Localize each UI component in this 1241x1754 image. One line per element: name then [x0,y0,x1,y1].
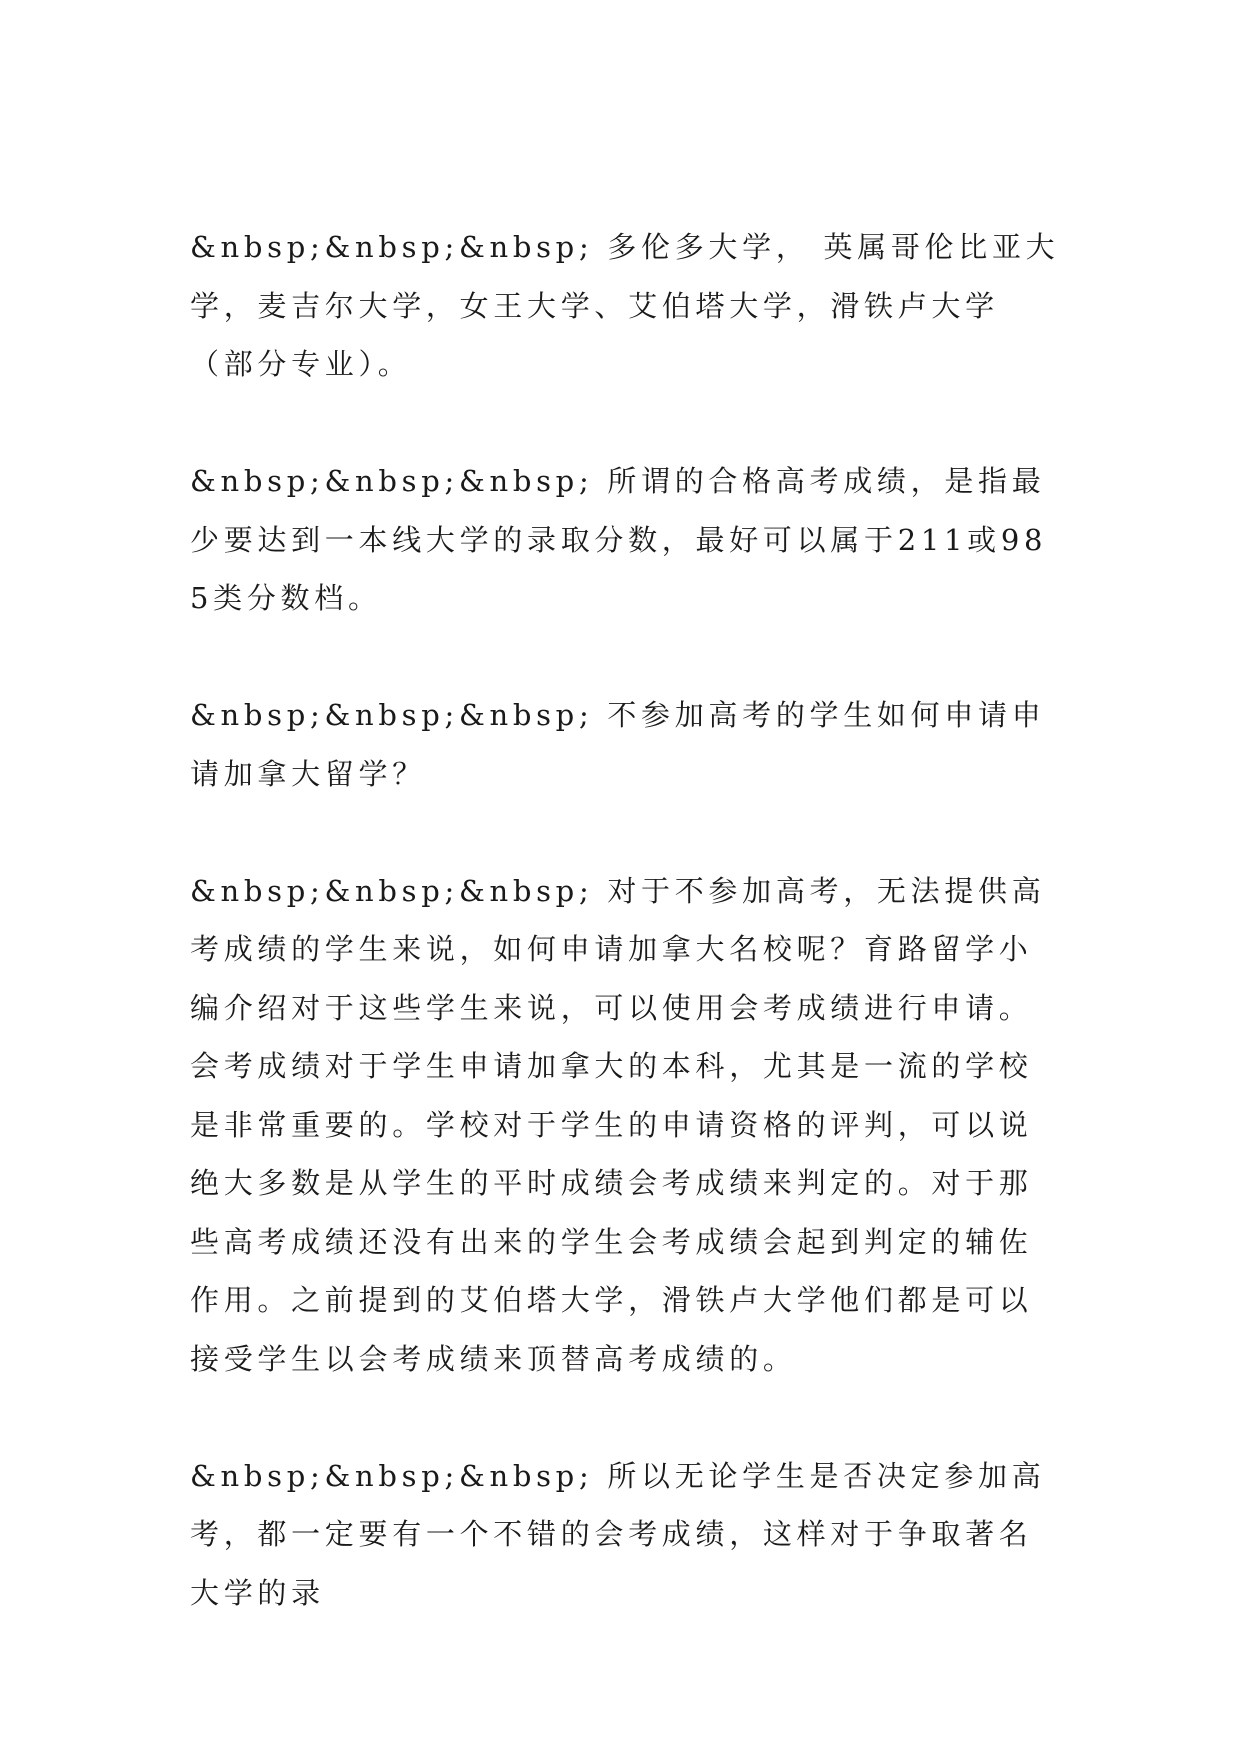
paragraph-question-heading: &nbsp;&nbsp;&nbsp; 不参加高考的学生如何申请申请加拿大留学？ [190,698,1046,791]
paragraph-huikao-explanation: &nbsp;&nbsp;&nbsp; 对于不参加高考，无法提供高考成绩的学生来说，如何申请加拿大名校呢？育路留学小编介绍对于这些学生来说，可以使用会考成绩进行申请。 会考成绩对于学生申请加拿大的本科，尤其是一流的学校是非常重要的。学校对于学生的申请资格的评判，可以说绝大多数是从学生的平时成绩会考成绩来判定的。对于那些高考成绩还没有出来的学生会考成绩会起到判定的辅佐作用。之前提到的艾伯塔大学，滑铁卢大学他们都是可以接受学生以会考成绩来顶替高考成绩的。 [190,873,1047,1376]
paragraph-gaokao-score-definition: &nbsp;&nbsp;&nbsp; 所谓的合格高考成绩，是指最少要达到一本线大学的录取分数，最好可以属于211或985类分数档。 [190,464,1048,615]
paragraph-conclusion: &nbsp;&nbsp;&nbsp; 所以无论学生是否决定参加高考，都一定要有一个不错的会考成绩，这样对于争取著名大学的录 [190,1458,1046,1610]
paragraph-university-list: &nbsp;&nbsp;&nbsp; 多伦多大学， 英属哥伦比亚大学，麦吉尔大学，女王大学、艾伯塔大学，滑铁卢大学（部分专业）。 [190,230,1060,381]
document-body [190,218,1060,1681]
